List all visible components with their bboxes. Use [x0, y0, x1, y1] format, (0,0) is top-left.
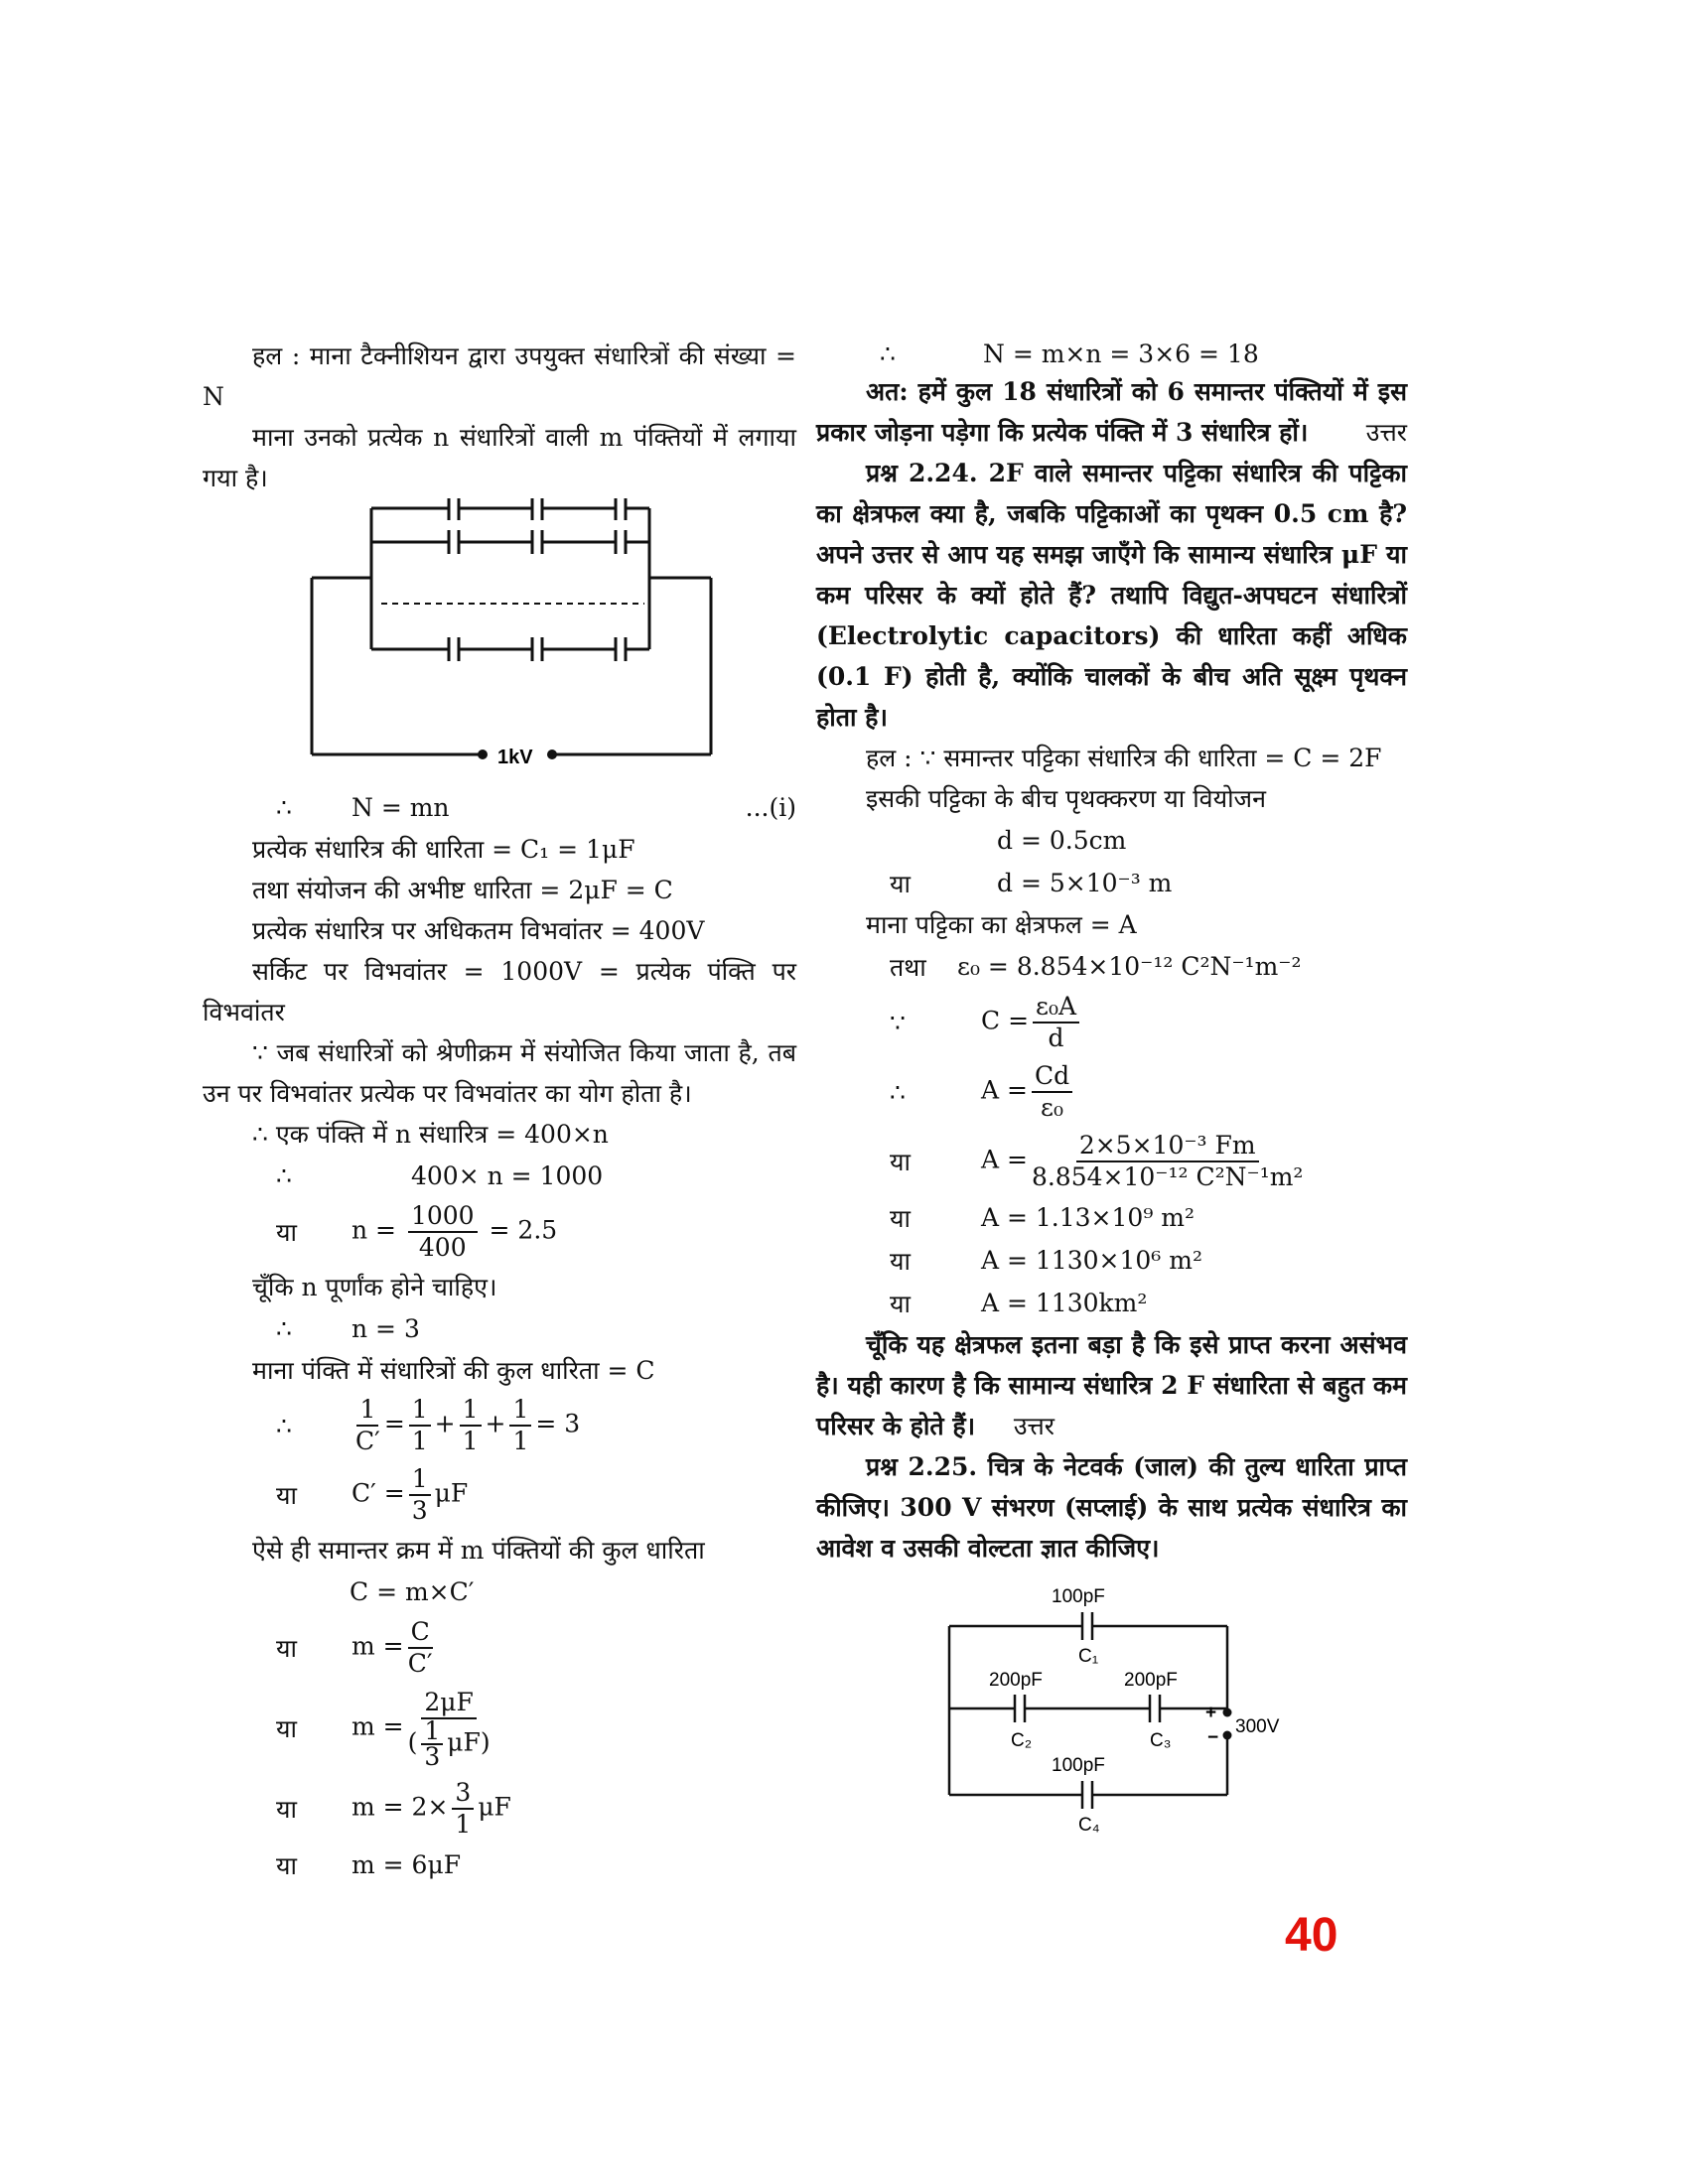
therefore-symbol: ∴	[880, 339, 896, 368]
equation: d = 0.5cm	[997, 826, 1127, 855]
capacitor-network-diagram	[816, 1576, 1407, 1844]
c4-label: C₄	[1078, 1815, 1100, 1836]
equation-epsilon: ε₀ = 8.854×10⁻¹² C²N⁻¹m⁻²	[957, 952, 1302, 981]
c2-value: 200pF	[989, 1670, 1043, 1691]
supply-label: 300V	[1235, 1716, 1280, 1737]
left-column	[203, 336, 796, 1886]
page-number: 40	[1285, 1909, 1338, 1962]
or-label: या	[890, 869, 911, 898]
capacitor-rows	[371, 498, 649, 661]
equation: A = 1.13×10⁹ m²	[981, 1203, 1196, 1232]
minus-sign: −	[1207, 1727, 1219, 1748]
conclusion-paragraph: चूँकि यह क्षेत्रफल इतना बड़ा है कि इसे प्राप्त करना असंभव है। यही कारण है कि सामान्य संधारित्र 2 F संधारिता से बहुत कम परिसर के होते हैं। उत्तर	[816, 1330, 1407, 1440]
therefore-symbol: ∴	[276, 793, 292, 822]
equation-fraction: m = 2× $\frac{3}{1}$ μF	[352, 1778, 511, 1839]
text-paragraph: ∵ जब संधारित्रों को श्रेणीक्रम में संयोजित किया जाता है, तब उन पर विभवांतर प्रत्येक पर विभवांतर का योग होता है।	[203, 1038, 796, 1108]
capacitor-symbol	[449, 530, 459, 554]
conclusion-paragraph: अत: हमें कुल 18 संधारित्रों को 6 समान्तर पंक्तियों में इस प्रकार जोड़ना पड़ेगा कि प्रत्येक पंक्ति में 3 संधारित्र हों। उत्तर	[816, 371, 1407, 453]
capacitor-symbol	[532, 498, 542, 520]
or-label: या	[276, 1218, 297, 1247]
text-line: ऐसे ही समान्तर क्रम में m पंक्तियों की कुल धारिता	[252, 1536, 705, 1565]
equation: 400× n = 1000	[411, 1161, 604, 1190]
c4-value: 100pF	[1052, 1755, 1105, 1776]
equation-N-total: N = m×n = 3×6 = 18	[983, 339, 1259, 368]
equation-fraction: n = $\frac{1000}{400}$ = 2.5	[352, 1201, 558, 1262]
c3-label: C₃	[1150, 1730, 1172, 1751]
capacitor-row	[371, 530, 649, 554]
equation-result: A = 1130km²	[981, 1289, 1148, 1317]
plus-sign: +	[1205, 1703, 1217, 1723]
also-label: तथा	[890, 952, 926, 982]
solution-intro: हल : माना टैक्नीशियन द्वारा उपयुक्त संधारित्रों की संख्या = N	[203, 341, 796, 411]
equation-tag: ...(i)	[745, 793, 796, 822]
negative-terminal	[1223, 1731, 1232, 1740]
c1-label: C₁	[1078, 1646, 1099, 1667]
capacitor-symbol	[449, 498, 459, 520]
solution-line: इसकी पट्टिका के बीच पृथक्करण या वियोजन	[866, 784, 1266, 813]
terminal-right	[547, 750, 557, 759]
capacitor-symbol	[616, 637, 626, 661]
c1-value: 100pF	[1052, 1586, 1105, 1607]
text-line: सर्किट पर विभवांतर = 1000V = प्रत्येक पंक्ति पर विभवांतर	[203, 957, 796, 1026]
question-2-25: प्रश्न 2.25. चित्र के नेटवर्क (जाल) की तुल्य धारिता प्राप्त कीजिए। 300 V संभरण (सप्लाई) के साथ प्रत्येक संधारित्र का आवेश व उसकी वोल्टता ज्ञात कीजिए।	[816, 1452, 1407, 1563]
capacitor-symbol	[532, 637, 542, 661]
capacitor-row	[371, 498, 649, 520]
right-column	[816, 336, 1407, 1844]
equation-fraction: A = $\frac{\text{2×5×10⁻³ Fm}}{\text{8.854×10⁻¹² C²N⁻¹m²}}$	[981, 1131, 1304, 1191]
or-label: या	[276, 1634, 297, 1663]
text-line: चूँकि n पूर्णांक होने चाहिए।	[252, 1273, 497, 1301]
or-label: या	[890, 1289, 911, 1318]
text-line: तथा संयोजन की अभीष्ट धारिता = 2μF = C	[252, 876, 673, 904]
positive-terminal	[1223, 1708, 1232, 1717]
equation-fraction: m = $\frac{C}{C'}$	[352, 1617, 433, 1678]
equation-N: N = mn	[352, 793, 450, 822]
capacitor-grid-circuit	[203, 498, 796, 786]
text-line: माना पंक्ति में संधारित्रों की कुल धारिता = C	[252, 1356, 655, 1385]
equation: d = 5×10⁻³ m	[997, 869, 1173, 897]
equation: n = 3	[352, 1314, 420, 1343]
equation: A = 1130×10⁶ m²	[981, 1246, 1202, 1275]
equation-fraction: C = $\frac{\text{ε₀A}}{d}$	[981, 992, 1083, 1053]
equation: C = m×C′	[350, 1577, 475, 1606]
answer-mark: उत्तर	[1013, 1412, 1055, 1440]
solution-line: हल : ∵ समान्तर पट्टिका संधारित्र की धारिता = C = 2F	[866, 744, 1382, 772]
equation-fraction: C′ = $\frac{1}{3}$ μF	[352, 1464, 469, 1525]
or-label: या	[276, 1481, 297, 1510]
capacitor-symbol	[532, 530, 542, 554]
text-line: ∴ एक पंक्ति में n संधारित्र = 400×n	[252, 1120, 609, 1149]
or-label: या	[890, 1203, 911, 1233]
or-label: या	[890, 1246, 911, 1276]
question-2-24: प्रश्न 2.24. 2F वाले समान्तर पट्टिका संधारित्र की पट्टिका का क्षेत्रफल क्या है, जबकि पट्टिकाओं का पृथक्न 0.5 cm है? अपने उत्तर से आप यह समझ जाएँगे कि सामान्य संधारित्र μF या कम परिसर के क्यों होते हैं? तथापि विद्युत-अपघटन संधारित्रों (Electrolytic capacitors) की धारिता कहीं अधिक (0.1 F) होती है, क्योंकि चालकों के बीच अति सूक्ष्म पृथक्न होता है।	[816, 459, 1407, 732]
therefore-symbol: ∴	[890, 1077, 906, 1107]
therefore-symbol: ∴	[276, 1161, 292, 1190]
capacitor-symbol	[616, 498, 626, 520]
therefore-symbol: ∴	[276, 1411, 292, 1440]
answer-mark: उत्तर	[1365, 418, 1407, 447]
supply-voltage-label: 1kV	[497, 747, 533, 768]
equation-row	[203, 786, 796, 829]
text-line: प्रत्येक संधारित्र की धारिता = C₁ = 1μF	[252, 835, 635, 864]
equation-sum-of-reciprocals: $\frac{1}{C'}$ = $\frac{1}{1}$ + $\frac{1}{1}$ + $\frac{1}{1}$ = 3	[355, 1395, 581, 1455]
text-line: प्रत्येक संधारित्र पर अधिकतम विभवांतर = 400V	[252, 916, 705, 945]
capacitor-row	[371, 637, 649, 661]
equation-fraction: A = $\frac{Cd}{\text{ε₀}}$	[981, 1061, 1076, 1123]
capacitor-symbol	[449, 637, 459, 661]
or-label: या	[276, 1714, 297, 1743]
c3-value: 200pF	[1124, 1670, 1178, 1691]
capacitor-symbol	[616, 530, 626, 554]
or-label: या	[276, 1850, 297, 1880]
terminal-left	[478, 750, 488, 759]
or-label: या	[890, 1148, 911, 1176]
solution-line: माना पट्टिका का क्षेत्रफल = A	[866, 910, 1137, 939]
or-label: या	[276, 1795, 297, 1824]
equation-result: m = 6μF	[352, 1850, 462, 1879]
equation-nested-fraction: m = 2μF ( $\frac{1}{3}$ μF)	[352, 1688, 491, 1771]
c2-label: C₂	[1011, 1730, 1033, 1751]
therefore-symbol: ∴	[276, 1314, 292, 1343]
since-symbol: ∵	[890, 1008, 906, 1037]
solution-assumption: माना उनको प्रत्येक n संधारित्रों वाली m पंक्तियों में लगाया गया है।	[203, 423, 796, 492]
